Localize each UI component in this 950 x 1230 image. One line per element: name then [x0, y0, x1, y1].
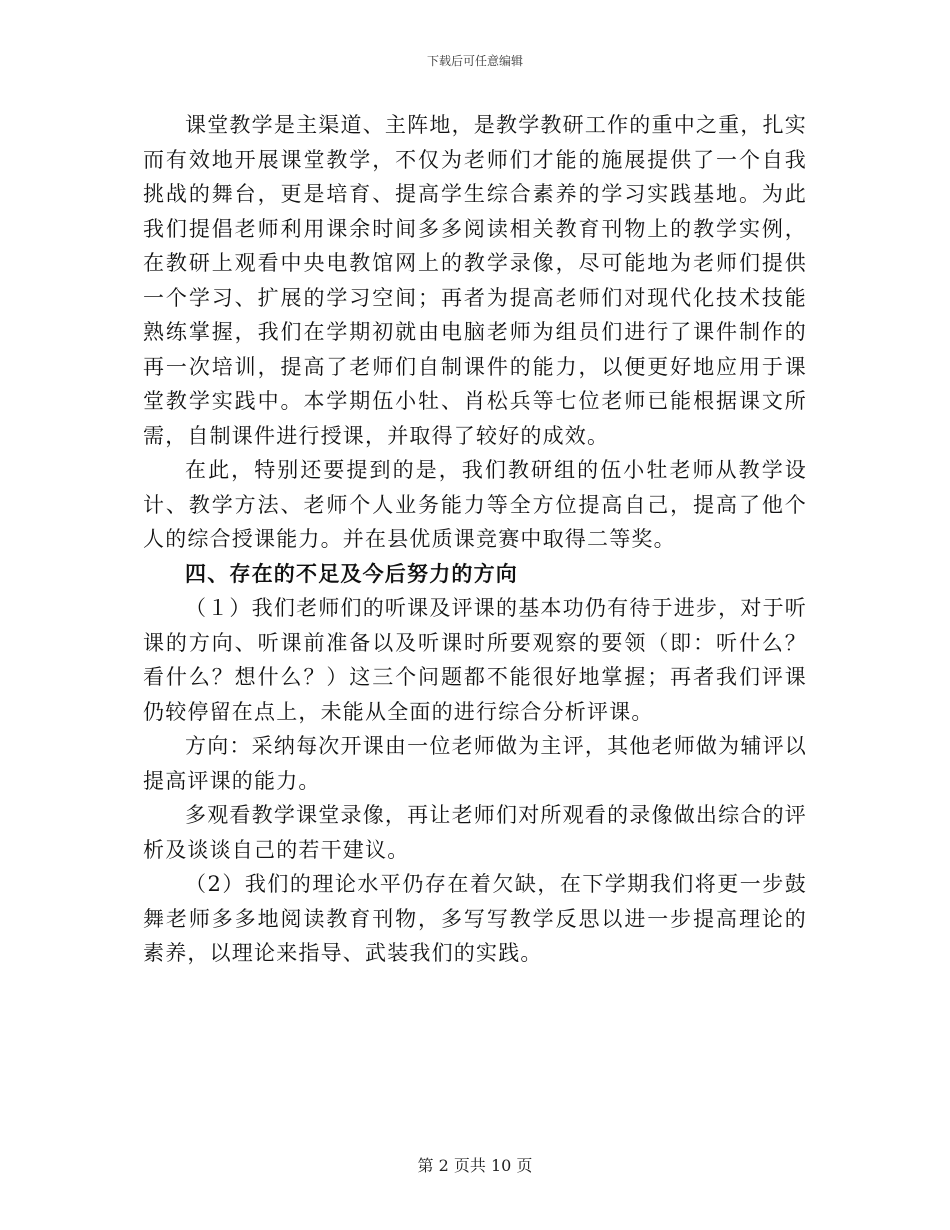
paragraph-watch-recordings: 多观看教学课堂录像，再让老师们对所观看的录像做出综合的评析及谈谈自己的若干建议。: [143, 803, 807, 862]
page-header: 下载后可任意编辑: [426, 54, 523, 68]
paragraph-direction: 方向：采纳每次开课由一位老师做为主评，其他老师做为辅评以提高评课的能力。: [143, 734, 807, 793]
paragraph-classroom-teaching: 课堂教学是主渠道、主阵地，是教学教研工作的重中之重，扎实而有效地开展课堂教学，不仅为老师们才能的施展提供了一个自我挑战的舞台，更是培育、提高学生综合素养的学习实践基地。为此我们提倡老师利用课余时间多多阅读相关教育刊物上的教学实例，在教研上观看中央电教馆网上的教学录像，尽可能地为老师们提供一个学习、扩展的学习空间；再者为提高老师们对现代化技术技能熟练掌握，我们在学期初就由电脑老师为组员们进行了课件制作的再一次培训，提高了老师们自制课件的能力，以便更好地应用于课堂教学实践中。本学期伍小牡、肖松兵等七位老师已能根据课文所需，自制课件进行授课，并取得了较好的成效。: [143, 113, 807, 448]
section-heading-shortcomings: 四、存在的不足及今后努力的方向: [185, 561, 518, 586]
paragraph-shortcoming-2: （2）我们的理论水平仍存在着欠缺，在下学期我们将更一步鼓舞老师多多地阅读教育刊物，多写写教学反思以进一步提高理论的素养，以理论来指导、武装我们的实践。: [143, 872, 807, 965]
page-footer: 第 2 页共 10 页: [417, 1156, 533, 1175]
paragraph-shortcoming-1: （１）我们老师们的听课及评课的基本功仍有待于进步，对于听课的方向、听课前准备以及听课时所要观察的要领（即：听什么？看什么？想什么？）这三个问题都不能很好地掌握；再者我们评课仍较停留在点上，未能从全面的进行综合分析评课。: [143, 596, 807, 724]
paragraph-special-mention: 在此，特别还要提到的是，我们教研组的伍小牡老师从教学设计、教学方法、老师个人业务能力等全方位提高自己，提高了他个人的综合授课能力。并在县优质课竞赛中取得二等奖。: [143, 458, 807, 551]
document-body: [143, 108, 807, 971]
